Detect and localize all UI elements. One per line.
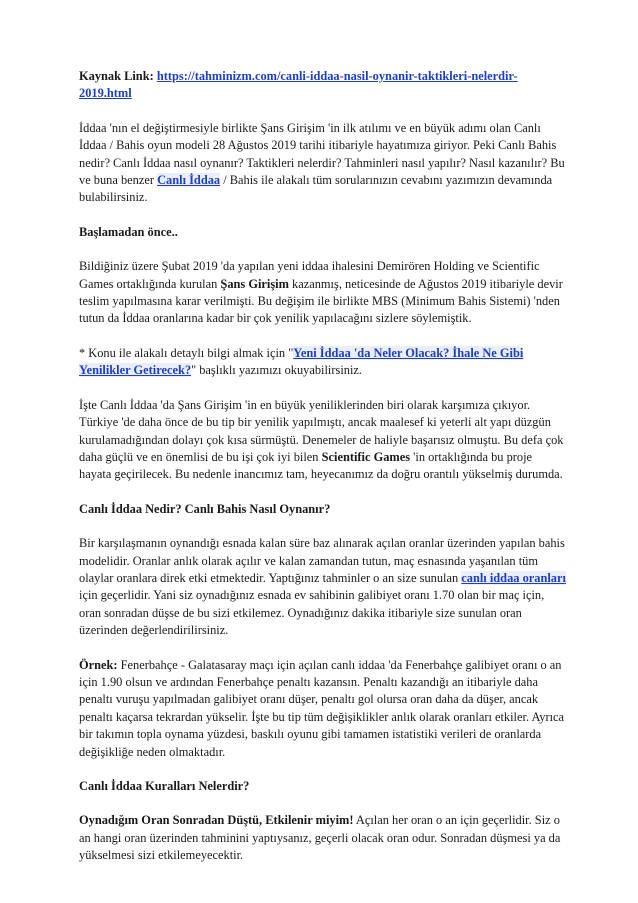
section-canli-iddaa-nedir-heading: Canlı İddaa Nedir? Canlı Bahis Nasıl Oynanır? xyxy=(79,501,331,516)
para-tanim-text-2: için geçerlidir. Yani siz oynadığınız esnada ev sahibinin galibiyet oranı 1.70 olan bir maç için, oran sonradan düşse de bu sizi etkilemez. Oynadığınız dakika itibariyle size sunulan oran üzerinden değerlendirilirsiniz. xyxy=(79,588,545,638)
sans-girisim-bold: Şans Girişim xyxy=(220,276,289,291)
para-ornek xyxy=(79,657,567,761)
para-kural-text: Açılan her oran o an için geçerlidir. Siz o an hangi oran üzerinden tahminini yaptıysanız, geçerli olacak oran odur. Sonradan düşmesi ya da yükselmesi sizi etkilemeyecektir. xyxy=(79,813,561,863)
para-detay xyxy=(79,345,567,380)
canli-iddaa-link[interactable]: Canlı İddaa xyxy=(157,173,221,188)
para-yenilik-text-2: 'in ortaklığında bu proje hayata geçirilecek. Bu nedenle inancımız tam, heyecanımız da doğru orantılı yükselmiş durumda. xyxy=(79,449,563,482)
source-label: Kaynak Link: xyxy=(79,69,154,83)
yeni-iddaa-link[interactable]: Yeni İddaa 'da Neler Olacak? İhale Ne Gibi Yenilikler Getirecek? xyxy=(79,345,524,378)
baslamadan-heading: Başlamadan önce.. xyxy=(79,224,178,239)
ornek-label: Örnek: xyxy=(79,657,118,672)
scientific-games-bold: Scientific Games xyxy=(321,449,411,464)
para-kural xyxy=(79,812,567,864)
intro-text-2: / Bahis ile alakalı tüm sorularınızın cevabını yazımızın devamında bulabilirsiniz. xyxy=(79,173,553,205)
para-detay-text-2: " başlıklı yazımızı okuyabilirsiniz. xyxy=(191,363,362,378)
para-yenilik xyxy=(79,397,567,484)
para-tanim-text-1: Bir karşılaşmanın oynandığı esnada kalan süre baz alınarak açılan oranlar üzerinden yapılan bahis modelidir. Oranlar anlık olarak açılır ve kalan zamandan tutun, maç esnasında yaşanılan tüm olaylar oranlara direk etki etmektedir. Yaptığınız tahminler o an size sunulan xyxy=(79,536,565,585)
document-page xyxy=(79,68,567,882)
para-ihale xyxy=(79,258,567,328)
para-ornek-text: Fenerbahçe - Galatasaray maçı için açılan canlı iddaa 'da Fenerbahçe galibiyet oranı o an için 1.90 olsun ve ardından Fenerbahçe penaltı kazansın. Penaltı kazandığı an itibariyle daha penaltı vuruşu yapılmadan galibiyet oranı düşer, penaltı gol olursa oran daha da düşer, ancak penaltı kaçarsa tekrardan yükselir. İşte bu tip tüm değişiklikler anlık olarak oranları etkiler. Ayrıca bir takımın topla oynama yüzdesi, baskılı oyunu gibi tamamen istatistiki verileri de oranlarda değişikliğe neden olmaktadır. xyxy=(79,657,565,759)
canli-iddaa-oranlari-link[interactable]: canlı iddaa oranları xyxy=(461,570,566,585)
para-tanim xyxy=(79,535,567,639)
source-link[interactable]: https://tahminizm.com/canli-iddaa-nasil-oynanir-taktikleri-nelerdir-2019.html xyxy=(79,69,518,101)
para-ihale-text-2: kazanmış, neticesinde de Ağustos 2019 itibariyle devir teslim yapılmasına karar verilmişti. Bu değişim ile birlikte MBS (Minimum Bahis Sistemi) 'nden tutun da İddaa oranlarına kadar bir çok yenilik yapılacağını sizlere söylemiştik. xyxy=(79,276,563,326)
para-yenilik-text-1: İşte Canlı İddaa 'da Şans Girişim 'in en büyük yeniliklerinden biri olarak karşımıza çıkıyor. Türkiye 'de daha önce de bu tip bir yenilik yapılmıştı, ancak maalesef ki yeterli alt yapı düzgün kurulamadığından dolayı çok kısa sürmüştü. Denemeler de haliyle başarısız olmuştu. Bu defa çok daha güçlü ve en önemlisi de bu işi çok iyi bilen xyxy=(79,397,564,464)
intro-paragraph xyxy=(79,120,567,207)
intro-text-1: İddaa 'nın el değiştirmesiyle birlikte Şans Girişim 'in ilk atılımı ve en büyük adımı olan Canlı İddaa / Bahis oyun modeli 28 Ağustos 2019 tarihi itibariyle hayatımıza giriyor. Peki Canlı Bahis nedir? Canlı İddaa nasıl oynanır? Taktikleri nelerdir? Tahminleri nasıl yapılır? Nasıl kazanılır? Bu ve buna benzer xyxy=(79,120,565,188)
para-detay-text-1: * Konu ile alakalı detaylı bilgi almak için " xyxy=(79,345,294,360)
source-paragraph xyxy=(79,68,567,103)
kural-question-bold: Oynadığım Oran Sonradan Düştü, Etkilenir miyim! xyxy=(79,813,354,828)
section-kurallar-heading: Canlı İddaa Kuralları Nelerdir? xyxy=(79,779,250,793)
para-ihale-text-1: Bildiğiniz üzere Şubat 2019 'da yapılan yeni iddaa ihalesini Demirören Holding ve Scientific Games ortaklığında kurulan xyxy=(79,259,540,291)
